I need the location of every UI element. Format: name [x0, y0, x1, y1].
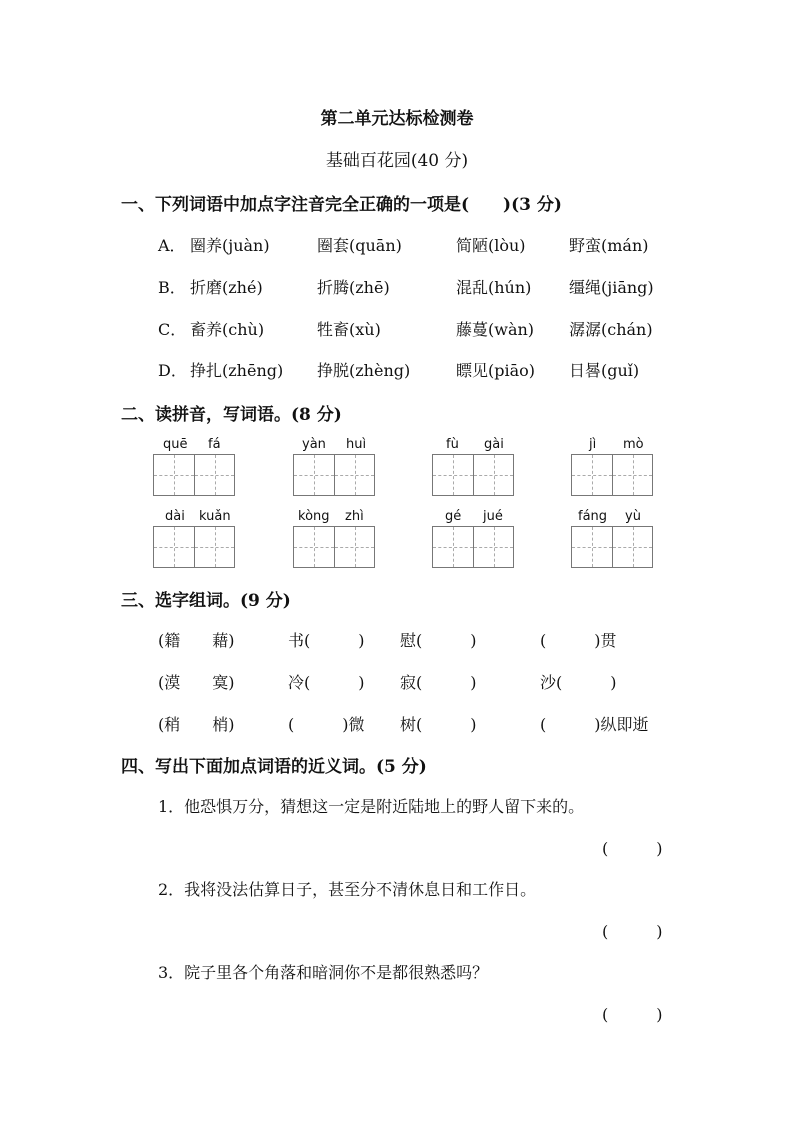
option-word: 潺潺(chán) — [569, 320, 653, 339]
writing-box[interactable] — [293, 526, 375, 568]
pinyin-label: kòng — [298, 509, 330, 524]
answer-blank-1[interactable]: ( ) — [602, 839, 663, 858]
pinyin-label: dài — [165, 509, 185, 524]
writing-box[interactable] — [432, 454, 514, 496]
option-word: 藤蔓(wàn) — [456, 320, 535, 339]
pinyin-label: fá — [208, 437, 221, 452]
question-3: 3．院子里各个角落和暗洞你不是都很熟悉吗？ — [158, 963, 489, 982]
option-word: 简陋(lòu) — [456, 236, 526, 255]
section-4-heading: 四、写出下面加点词语的近义词。(5 分) — [121, 757, 427, 777]
page-subtitle: 基础百花园(40 分) — [325, 151, 469, 171]
pinyin-label: jì — [589, 437, 597, 452]
option-word: 挣脱(zhèng) — [317, 361, 411, 380]
writing-box[interactable] — [571, 454, 653, 496]
writing-box[interactable] — [153, 454, 235, 496]
writing-box[interactable] — [293, 454, 375, 496]
option-label: C． — [158, 320, 187, 339]
fill-blank[interactable]: ( )贯 — [540, 631, 617, 650]
pinyin-label: yàn — [302, 437, 326, 452]
pinyin-label: mò — [623, 437, 644, 452]
fill-blank[interactable]: 树( ) — [400, 715, 477, 734]
option-word: 圈套(quān) — [317, 236, 402, 255]
fill-blank[interactable]: 书( ) — [288, 631, 365, 650]
option-word: 折腾(zhē) — [317, 278, 390, 297]
pinyin-label: gé — [445, 509, 462, 524]
option-label: A． — [158, 236, 186, 255]
option-word: 缰绳(jiāng) — [569, 278, 654, 297]
fill-blank[interactable]: ( )微 — [288, 715, 365, 734]
page-title: 第二单元达标检测卷 — [320, 109, 474, 129]
answer-blank-2[interactable]: ( ) — [602, 922, 663, 941]
option-word: 牲畜(xù) — [317, 320, 381, 339]
pinyin-label: zhì — [345, 509, 364, 524]
answer-blank-3[interactable]: ( ) — [602, 1005, 663, 1024]
option-word: 挣扎(zhēng) — [190, 361, 284, 380]
pinyin-label: fù — [446, 437, 459, 452]
fill-blank[interactable]: ( )纵即逝 — [540, 715, 649, 734]
pinyin-label: huì — [346, 437, 367, 452]
fill-blank[interactable]: 寂( ) — [400, 673, 477, 692]
fill-blank[interactable]: 沙( ) — [540, 673, 617, 692]
option-word: 折磨(zhé) — [190, 278, 263, 297]
question-1: 1．他恐惧万分，猜想这一定是附近陆地上的野人留下来的。 — [158, 797, 585, 816]
option-word: 瞟见(piāo) — [456, 361, 536, 380]
option-label: D． — [158, 361, 187, 380]
char-pair: (漠 寞) — [158, 673, 235, 692]
option-word: 混乱(hún) — [456, 278, 532, 297]
question-2: 2．我将没法估算日子，甚至分不清休息日和工作日。 — [158, 880, 537, 899]
option-word: 日晷(guǐ) — [569, 361, 640, 380]
option-word: 野蛮(mán) — [569, 236, 649, 255]
fill-blank[interactable]: 冷( ) — [288, 673, 365, 692]
pinyin-label: gài — [484, 437, 504, 452]
pinyin-label: jué — [483, 509, 503, 524]
writing-box[interactable] — [432, 526, 514, 568]
fill-blank[interactable]: 慰( ) — [400, 631, 477, 650]
section-1-heading: 一、下列词语中加点字注音完全正确的一项是( )(3 分) — [121, 195, 562, 215]
section-3-heading: 三、选字组词。(9 分) — [121, 591, 291, 611]
pinyin-label: yù — [625, 509, 641, 524]
pinyin-label: fáng — [578, 509, 608, 524]
writing-box[interactable] — [571, 526, 653, 568]
pinyin-label: kuǎn — [199, 509, 231, 524]
pinyin-label: quē — [163, 437, 188, 452]
option-label: B． — [158, 278, 186, 297]
option-word: 畜养(chù) — [190, 320, 265, 339]
section-2-heading: 二、读拼音，写词语。(8 分) — [121, 405, 342, 425]
option-word: 圈养(juàn) — [190, 236, 270, 255]
char-pair: (籍 藉) — [158, 631, 235, 650]
writing-box[interactable] — [153, 526, 235, 568]
char-pair: (稍 梢) — [158, 715, 235, 734]
